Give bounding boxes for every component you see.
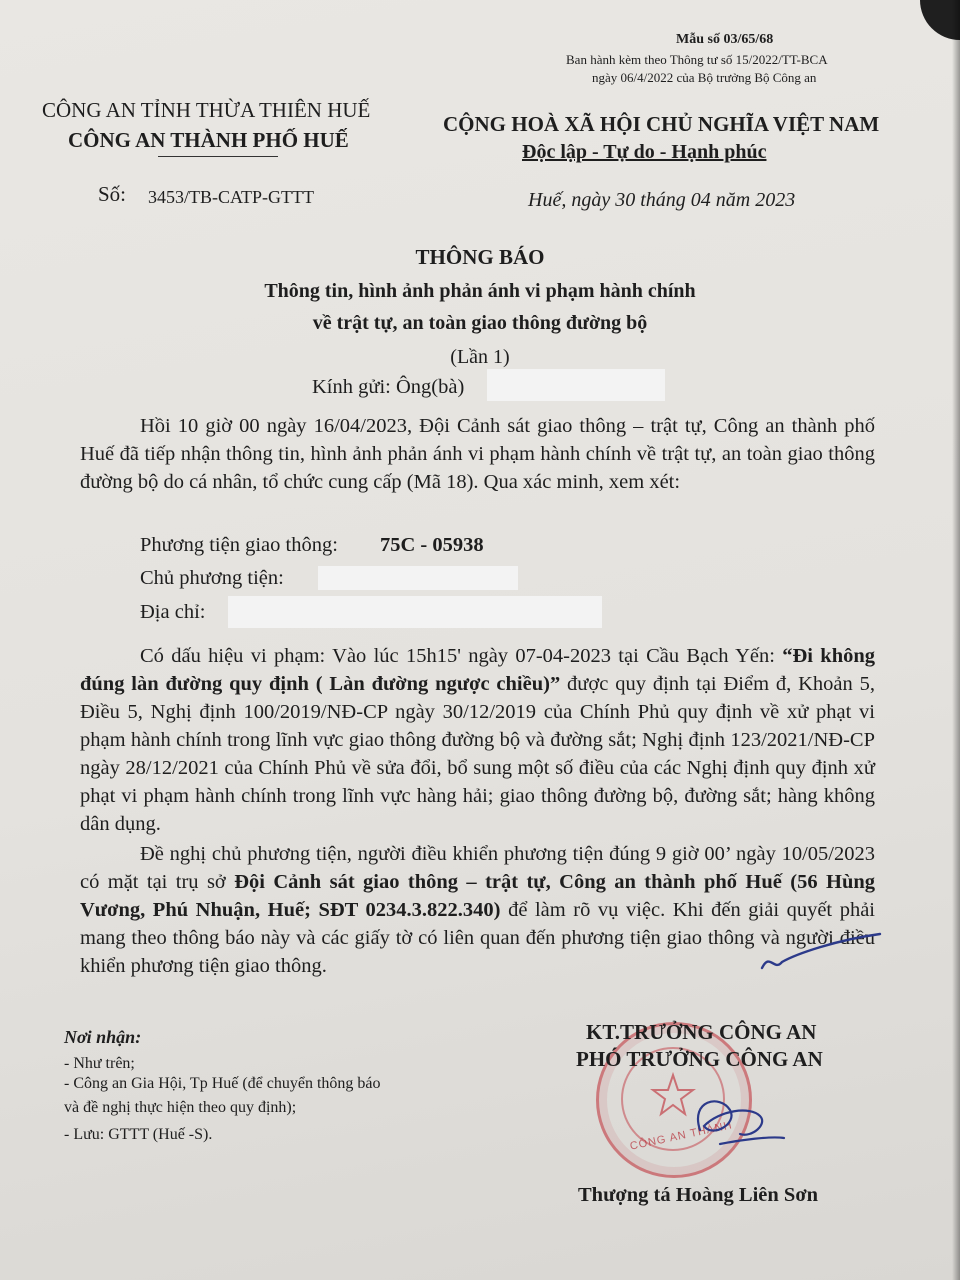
- form-issued-line1: Ban hành kèm theo Thông tư số 15/2022/TT-BCA: [566, 52, 828, 67]
- request-part2: để làm rõ vụ việc. Khi đến giải quyết phải mang theo thông báo này và các giấy tờ có liên quan đến phương tiện giao thông và người điều khiển phương tiện giao thông.: [80, 899, 875, 977]
- page-edge-shadow: [952, 0, 960, 1280]
- agency-underline: [158, 156, 278, 157]
- number-label: Số:: [98, 182, 127, 206]
- recipient-label: Kính gửi: Ông(bà): [312, 376, 465, 398]
- recipient-redaction: [487, 369, 665, 401]
- recipients-item-3: - Lưu: GTTT (Huế -S).: [64, 1126, 213, 1143]
- signature-line-2: PHÓ TRƯỞNG CÔNG AN: [576, 1047, 823, 1071]
- agency-name: CÔNG AN THÀNH PHỐ HUẾ: [68, 128, 349, 152]
- violation-paragraph: [80, 642, 875, 838]
- violation-rest: được quy định tại Điểm đ, Khoản 5, Điều 5, Nghị định 100/2019/NĐ-CP ngày 30/12/2019 của Chính Phủ quy định về xử phạt vi phạm hành chính trong lĩnh vực giao thông đường bộ và đường sắt; Nghị định 123/2021/NĐ-CP ngày 28/12/2021 của Chính Phủ về sửa đổi, bổ sung một số điều của các Nghị định quy định xử phạt vi phạm hành chính trong lĩnh vực hàng hải; giao thông đường bộ, đường sắt; hàng không dân dụng.: [80, 673, 875, 835]
- violation-lead: Có dấu hiệu vi phạm: Vào lúc 15h15' ngày 07-04-2023 tại Cầu Bạch Yến:: [140, 645, 775, 667]
- intro-text: Hồi 10 giờ 00 ngày 16/04/2023, Đội Cảnh sát giao thông – trật tự, Công an thành phố Huế đã tiếp nhận thông tin, hình ảnh phản ánh vi phạm hành chính về trật tự, an toàn giao thông đường bộ do cá nhân, tổ chức cung cấp (Mã 18). Qua xác minh, xem xét:: [80, 415, 875, 493]
- address-label: Địa chỉ:: [140, 601, 206, 623]
- number-value: 3453/TB-CATP-GTTT: [148, 187, 314, 207]
- request-office: Đội Cảnh sát giao thông – trật tự, Công an thành phố Huế (56 Hùng Vương, Phú Nhuận, Huế; SĐT 0234.3.822.340): [80, 871, 876, 921]
- owner-redaction: [318, 566, 518, 590]
- notice-round: (Lần 1): [450, 346, 510, 368]
- recipients-item-2b: và đề nghị thực hiện theo quy định);: [64, 1099, 297, 1116]
- notice-title: THÔNG BÁO: [415, 245, 545, 269]
- request-part1: Đề nghị chủ phương tiện, người điều khiển phương tiện đúng 9 giờ 00’ ngày 10/05/2023 có mặt tại trụ sở: [80, 843, 875, 893]
- agency-parent: CÔNG AN TỈNH THỪA THIÊN HUẾ: [42, 98, 371, 122]
- vehicle-label: Phương tiện giao thông:: [140, 534, 338, 556]
- violation-name: “Đi không đúng làn đường quy định ( Làn đường ngược chiều)”: [80, 645, 876, 695]
- pen-mark: [756, 932, 886, 982]
- nation-motto: Độc lập - Tự do - Hạnh phúc: [522, 141, 767, 163]
- nation-name: CỘNG HOÀ XÃ HỘI CHỦ NGHĨA VIỆT NAM: [443, 112, 880, 136]
- recipients-item-2a: - Công an Gia Hội, Tp Huế (để chuyển thông báo: [64, 1075, 381, 1092]
- signer-name: Thượng tá Hoàng Liên Sơn: [578, 1184, 819, 1206]
- seal-text: CÔNG AN THÀNH: [628, 1119, 734, 1153]
- address-redaction: [228, 596, 602, 628]
- notice-subtitle-2: về trật tự, an toàn giao thông đường bộ: [312, 312, 648, 334]
- recipients-item-1: - Như trên;: [64, 1055, 135, 1072]
- notice-subtitle-1: Thông tin, hình ảnh phản ánh vi phạm hành chính: [264, 280, 696, 302]
- vehicle-plate: 75C - 05938: [380, 534, 484, 556]
- intro-paragraph: [80, 412, 875, 496]
- owner-label: Chủ phương tiện:: [140, 567, 284, 589]
- form-issued-line2: ngày 06/4/2022 của Bộ trưởng Bộ Công an: [592, 70, 817, 85]
- date-line: Huế, ngày 30 tháng 04 năm 2023: [528, 189, 796, 211]
- recipients-heading: Nơi nhận:: [64, 1027, 142, 1047]
- form-code: Mẫu số 03/65/68: [676, 32, 774, 47]
- signature-line-1: KT.TRƯỞNG CÔNG AN: [586, 1020, 817, 1044]
- handwritten-signature: [660, 1080, 790, 1160]
